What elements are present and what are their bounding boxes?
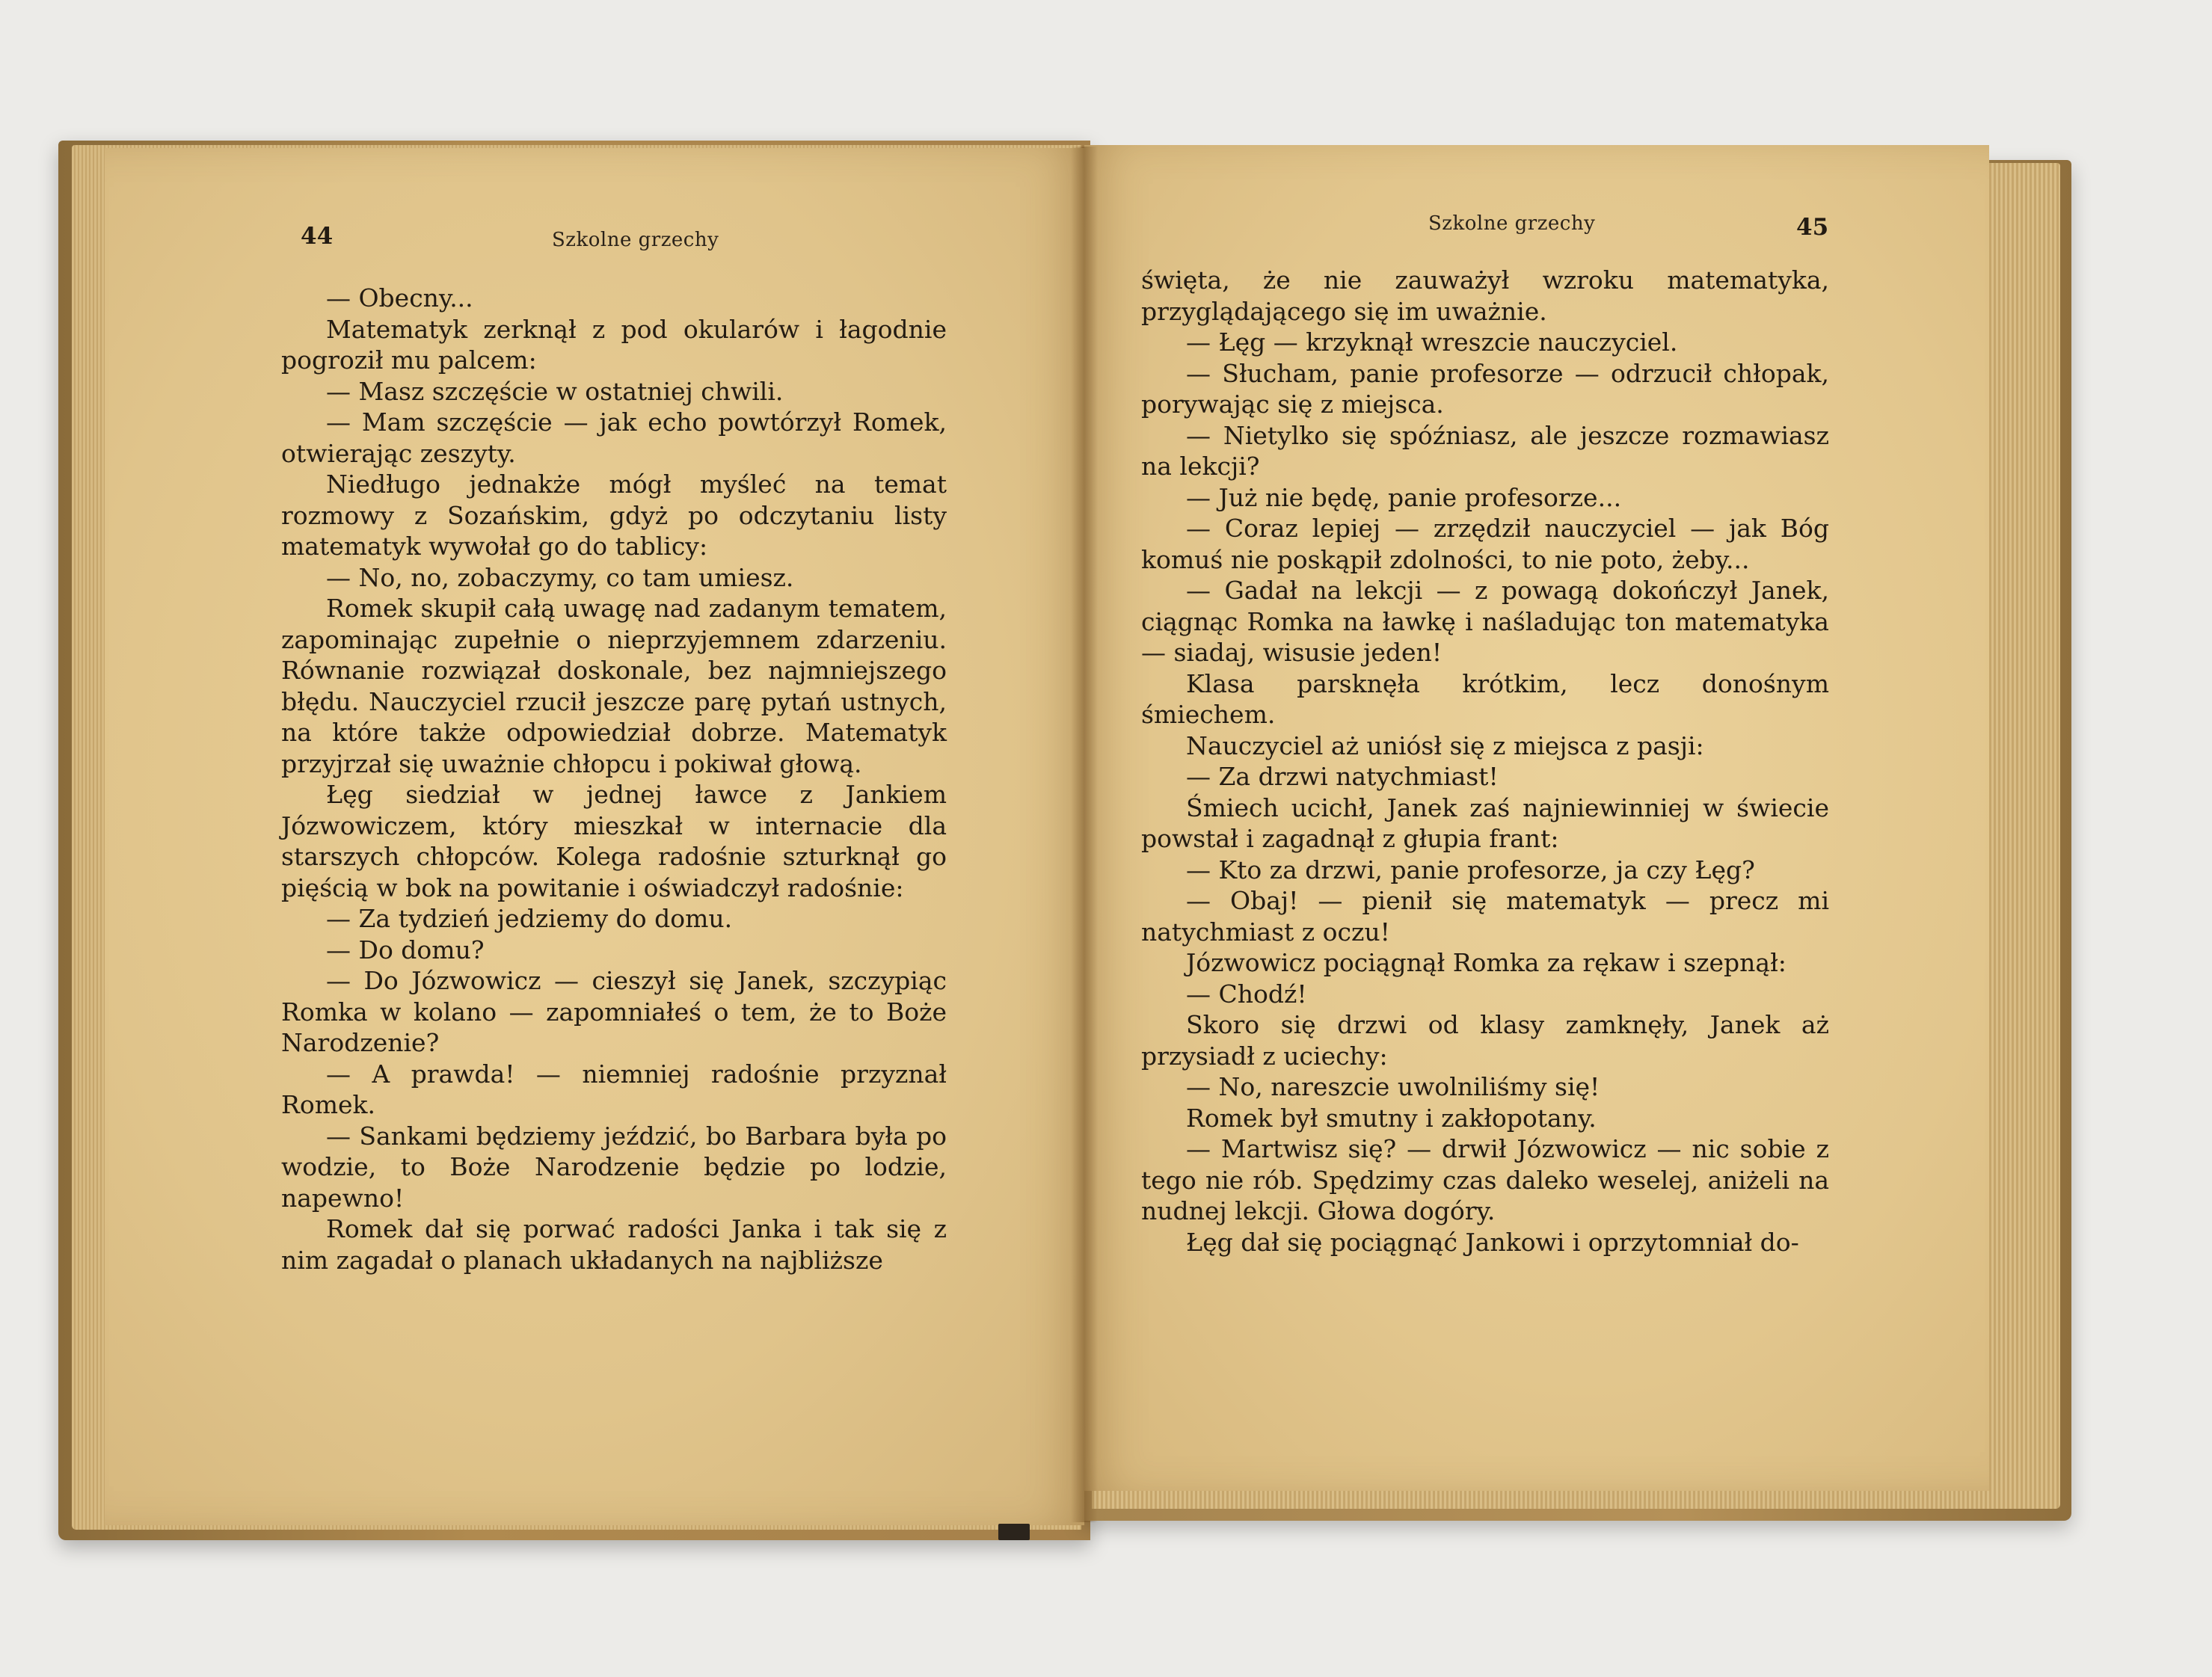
paragraph: — Obecny...: [326, 283, 473, 313]
paragraph: — Do domu?: [326, 935, 485, 964]
paragraph: — Za tydzień jedziemy do domu.: [326, 904, 733, 933]
running-head-left: Szkolne grzechy: [552, 229, 719, 251]
paragraph: — Słucham, panie profesorze — odrzucił chłopak, porywając się z miejsca.: [1141, 358, 1829, 419]
left-page: [105, 148, 1084, 1525]
paragraph: Łęg siedział w jednej ławce z Jankiem Józwowiczem, który mieszkał w internacie dla starszych chłopców. Kolega radośnie szturknął go pięścią w bok na powitanie i oświadczył radośnie:: [281, 780, 947, 902]
paragraph: — Nietylko się spóźniasz, ale jeszcze rozmawiasz na lekcji?: [1141, 420, 1829, 481]
paragraph: — Łęg — krzyknął wreszcie nauczyciel.: [1186, 327, 1678, 357]
paragraph: — Coraz lepiej — zrzędził nauczyciel — jak Bóg komuś nie poskąpił zdolności, to nie poto, żeby...: [1141, 514, 1829, 574]
paragraph: Romek dał się porwać radości Janka i tak się z nim zagadał o planach układanych na najbliższe: [281, 1214, 947, 1275]
paragraph: — Martwisz się? — drwił Józwowicz — nic sobie z tego nie rób. Spędzimy czas daleko weselej, aniżeli na nudnej lekcji. Głowa dogóry.: [1141, 1134, 1829, 1225]
page-number-left: 44: [301, 223, 334, 250]
paragraph: — Już nie będę, panie profesorze...: [1186, 482, 1622, 512]
paragraph: Niedługo jednakże mógł myśleć na temat rozmowy z Sozańskim, gdyż po odczytaniu listy matematyk wywołał go do tablicy:: [281, 470, 947, 561]
paragraph: Skoro się drzwi od klasy zamknęły, Janek aż przysiadł z uciechy:: [1141, 1010, 1829, 1071]
paragraph: Klasa parsknęła krótkim, lecz donośnym śmiechem.: [1141, 668, 1829, 729]
left-page-text: [281, 283, 947, 1276]
paragraph: Śmiech ucichł, Janek zaś najniewinniej w świecie powstał i zagadnął z głupia frant:: [1141, 793, 1829, 853]
paragraph: — Za drzwi natychmiast!: [1186, 762, 1499, 791]
running-head-right: Szkolne grzechy: [1428, 212, 1596, 235]
paragraph: Romek skupił całą uwagę nad zadanym tematem, zapominając zupełnie o nieprzyjemnem zdarzeniu. Równanie rozwiązał doskonale, bez najmniejszego błędu. Nauczyciel rzucił jeszcze parę pytań ustnych, na które także odpowiedział dobrze. Matematyk przyjrzał się uważnie chłopcu i pokiwał głową.: [281, 594, 947, 778]
paragraph: Nauczyciel aż uniósł się z miejsca z pasji:: [1186, 730, 1704, 760]
paragraph: — No, nareszcie uwolniliśmy się!: [1186, 1072, 1600, 1101]
paragraph: — Sankami będziemy jeździć, bo Barbara była po wodzie, to Boże Narodzenie będzie po lodzie, napewno!: [281, 1121, 947, 1213]
right-first-line: święta, że nie zauważył wzroku matematyka, przyglądającego się im uważnie.: [1141, 265, 1829, 326]
paragraph: — Gadał na lekcji — z powagą dokończył Janek, ciągnąc Romka na ławkę i naśladując ton matematyka — siadaj, wisusie jeden!: [1141, 576, 1829, 667]
page-number-right: 45: [1796, 214, 1829, 241]
paragraph: — Masz szczęście w ostatniej chwili.: [326, 376, 784, 406]
paragraph: — Mam szczęście — jak echo powtórzył Romek, otwierając zeszyty.: [281, 407, 947, 468]
paragraph: — Do Józwowicz — cieszył się Janek, szczypiąc Romka w kolano — zapomniałeś o tem, że to Boże Narodzenie?: [281, 966, 947, 1057]
paragraph: — Kto za drzwi, panie profesorze, ja czy Łęg?: [1186, 855, 1755, 884]
paragraph: Romek był smutny i zakłopotany.: [1186, 1103, 1597, 1133]
paragraph: Matematyk zerknął z pod okularów i łagodnie pogroził mu palcem:: [281, 314, 947, 375]
paragraph: — A prawda! — niemniej radośnie przyznał Romek.: [281, 1059, 947, 1119]
right-page-text: [1141, 265, 1829, 1258]
paragraph: — Obaj! — pienił się matematyk — precz mi natychmiast z oczu!: [1141, 886, 1829, 947]
book-gutter: [1071, 147, 1098, 1522]
spine-label: [998, 1524, 1030, 1540]
paragraph: Łęg dał się pociągnąć Jankowi i oprzytomniał do-: [1186, 1227, 1799, 1257]
paragraph: Józwowicz pociągnął Romka za rękaw i szepnął:: [1186, 948, 1787, 977]
paragraph: — No, no, zobaczymy, co tam umiesz.: [326, 562, 794, 592]
right-page: [1084, 145, 1989, 1491]
paragraph: — Chodź!: [1186, 979, 1307, 1009]
